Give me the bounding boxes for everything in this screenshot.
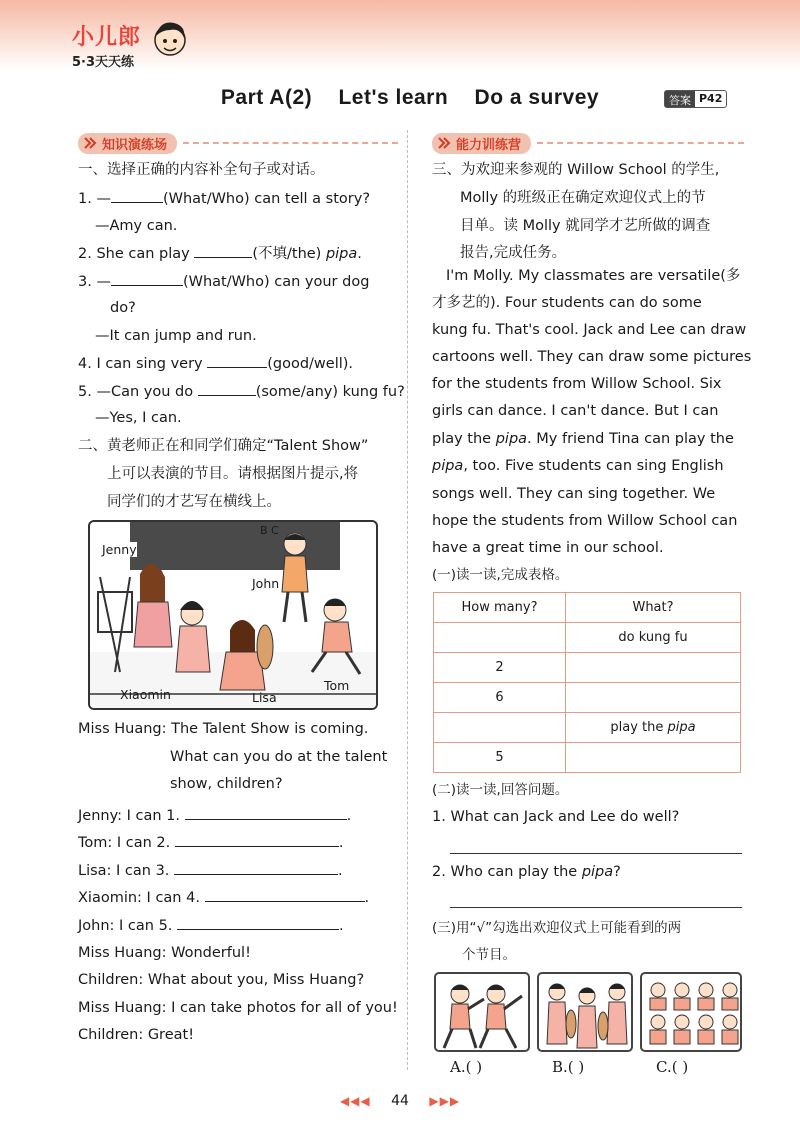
table-row bbox=[434, 713, 741, 743]
table-cell-blank[interactable] bbox=[566, 683, 741, 713]
col-how-many: How many? bbox=[434, 593, 566, 623]
q1-item-3-answer: —It can jump and run. bbox=[95, 328, 257, 344]
table-cell: play the pipa bbox=[566, 713, 741, 743]
answer-label: 答案 bbox=[665, 91, 695, 107]
q3-line-2: Molly 的班级正在确定欢迎仪式上的节 bbox=[460, 190, 706, 206]
table-cell-blank[interactable] bbox=[434, 713, 566, 743]
passage-line-7: play the pipa. My friend Tina can play the bbox=[432, 431, 734, 447]
table-row bbox=[434, 683, 741, 713]
left-arrows-icon: ◀◀◀ bbox=[339, 1094, 371, 1108]
q1-item-5-answer: —Yes, I can. bbox=[95, 410, 182, 426]
table-header-row bbox=[434, 593, 741, 623]
table-cell: 6 bbox=[434, 683, 566, 713]
picture-a-kung-fu bbox=[434, 972, 530, 1052]
chevron-right-icon bbox=[83, 136, 97, 150]
dialog-jenny: Jenny: I can 1. . bbox=[78, 805, 351, 826]
answer-blank[interactable] bbox=[198, 381, 256, 396]
pipa-picture-icon bbox=[539, 974, 633, 1052]
table-cell: 5 bbox=[434, 743, 566, 773]
passage-line-8: pipa, too. Five students can sing English bbox=[432, 458, 724, 474]
q1-item-1-answer: —Amy can. bbox=[95, 218, 178, 234]
passage-line-11: have a great time in our school. bbox=[432, 540, 664, 556]
choice-c[interactable]: C.( ) bbox=[656, 1058, 689, 1076]
kung-fu-picture-icon bbox=[436, 974, 530, 1052]
answer-blank[interactable] bbox=[174, 860, 338, 875]
right-section-header bbox=[432, 133, 744, 153]
answer-blank[interactable] bbox=[111, 271, 183, 286]
answer-blank[interactable] bbox=[177, 915, 339, 930]
q1-item-1: 1. — (What/Who) can tell a story? bbox=[78, 188, 370, 209]
chevron-right-icon bbox=[437, 136, 451, 150]
choice-a[interactable]: A.( ) bbox=[450, 1058, 483, 1076]
sub-task-1: (一)读一读,完成表格。 bbox=[432, 567, 569, 583]
page-number: 44 bbox=[391, 1093, 409, 1109]
logo-subtitle: 5·3天天练 bbox=[72, 55, 135, 70]
title-learn: Let's learn bbox=[338, 86, 449, 109]
answer-blank[interactable] bbox=[175, 832, 339, 847]
table-cell-blank[interactable] bbox=[434, 623, 566, 653]
label-tom: Tom bbox=[324, 678, 350, 693]
dialog-xiaomin: Xiaomin: I can 4. . bbox=[78, 887, 369, 908]
dialog-line-9: Miss Huang: Wonderful! bbox=[78, 945, 251, 961]
sub-task-2: (二)读一读,回答问题。 bbox=[432, 782, 569, 798]
label-jenny: Jenny bbox=[102, 542, 137, 557]
q1-item-2: 2. She can play (不填/the) pipa. bbox=[78, 243, 362, 264]
passage-line-6: girls can dance. I can't dance. But I can bbox=[432, 403, 719, 419]
picture-c-singing bbox=[640, 972, 742, 1052]
answer-blank[interactable] bbox=[111, 188, 163, 203]
question-2: 2. Who can play the pipa? bbox=[432, 864, 621, 880]
dialog-line-10: Children: What about you, Miss Huang? bbox=[78, 972, 365, 988]
dialog-john: John: I can 5. . bbox=[78, 915, 344, 936]
survey-table bbox=[433, 592, 741, 773]
q1-item-4: 4. I can sing very (good/well). bbox=[78, 353, 353, 374]
title-survey: Do a survey bbox=[474, 86, 600, 109]
dialog-line-2: What can you do at the talent bbox=[170, 749, 388, 765]
question-1: 1. What can Jack and Lee do well? bbox=[432, 809, 680, 825]
q1-title: 一、选择正确的内容补全句子或对话。 bbox=[78, 162, 325, 178]
left-section-header bbox=[78, 133, 398, 153]
section-tag-left bbox=[78, 133, 177, 154]
page-footer bbox=[0, 1093, 800, 1109]
dialog-line-11: Miss Huang: I can take photos for all of you! bbox=[78, 1000, 398, 1016]
singing-picture-icon bbox=[642, 974, 742, 1052]
answer-blank[interactable] bbox=[207, 353, 267, 368]
section-label-right: 能力训练营 bbox=[456, 137, 522, 153]
q1-item-3-cont: do? bbox=[110, 300, 136, 316]
table-cell: 2 bbox=[434, 653, 566, 683]
q3-line-4: 报告,完成任务。 bbox=[460, 245, 567, 261]
q2-line-1: 二、黄老师正在和同学们确定“Talent Show” bbox=[78, 438, 369, 454]
dialog-lisa: Lisa: I can 3. . bbox=[78, 860, 343, 881]
answer-line-2[interactable] bbox=[450, 907, 742, 908]
passage-line-2: 才多艺的). Four students can do some bbox=[432, 295, 702, 311]
q3-line-3: 目单。读 Molly 就同学才艺所做的调查 bbox=[460, 218, 711, 234]
table-cell-blank[interactable] bbox=[566, 743, 741, 773]
label-john: John bbox=[252, 576, 280, 591]
dialog-line-1: Miss Huang: The Talent Show is coming. bbox=[78, 721, 369, 737]
table-cell: do kung fu bbox=[566, 623, 741, 653]
right-arrows-icon: ▶▶▶ bbox=[429, 1094, 461, 1108]
q2-line-3: 同学们的才艺写在横线上。 bbox=[107, 494, 281, 510]
board-letters: B C bbox=[260, 524, 279, 537]
table-row bbox=[434, 623, 741, 653]
table-cell-blank[interactable] bbox=[566, 653, 741, 683]
q1-item-5: 5. —Can you do (some/any) kung fu? bbox=[78, 381, 405, 402]
q2-line-2: 上可以表演的节目。请根据图片提示,将 bbox=[107, 466, 359, 482]
answer-line-1[interactable] bbox=[450, 853, 742, 854]
answer-reference bbox=[664, 90, 727, 108]
section-dash bbox=[537, 142, 744, 144]
passage-line-5: for the students from Willow School. Six bbox=[432, 376, 722, 392]
column-divider bbox=[407, 130, 408, 1070]
section-tag-right bbox=[432, 133, 531, 154]
passage-line-3: kung fu. That's cool. Jack and Lee can draw bbox=[432, 322, 747, 338]
dialog-tom: Tom: I can 2. . bbox=[78, 832, 343, 853]
brand-logo bbox=[72, 20, 141, 70]
section-label-left: 知识演练场 bbox=[102, 137, 168, 153]
logo-text: 小儿郎 bbox=[72, 25, 142, 50]
q3-line-1: 三、为欢迎来参观的 Willow School 的学生, bbox=[432, 162, 720, 178]
answer-blank[interactable] bbox=[185, 805, 347, 820]
section-dash bbox=[183, 142, 398, 144]
choice-b[interactable]: B.( ) bbox=[552, 1058, 585, 1076]
passage-line-4: cartoons well. They can draw some pictures bbox=[432, 349, 752, 365]
sub-task-3-line-2: 个节目。 bbox=[462, 947, 516, 963]
dialog-line-12: Children: Great! bbox=[78, 1027, 195, 1043]
dialog-line-3: show, children? bbox=[170, 776, 283, 792]
title-part: Part A(2) bbox=[220, 86, 313, 109]
answer-blank[interactable] bbox=[194, 243, 252, 258]
picture-b-pipa bbox=[537, 972, 633, 1052]
col-what: What? bbox=[566, 593, 741, 623]
label-lisa: Lisa bbox=[252, 690, 277, 705]
passage-line-1: I'm Molly. My classmates are versatile(多 bbox=[446, 268, 741, 284]
passage-line-9: songs well. They can sing together. We bbox=[432, 486, 716, 502]
talent-show-illustration bbox=[88, 520, 378, 710]
table-row bbox=[434, 653, 741, 683]
table-row bbox=[434, 743, 741, 773]
answer-blank[interactable] bbox=[205, 887, 365, 902]
passage-line-10: hope the students from Willow School can bbox=[432, 513, 738, 529]
label-xiaomin: Xiaomin bbox=[120, 687, 171, 702]
answer-page: P42 bbox=[699, 92, 723, 105]
sub-task-3-line-1: (三)用“√”勾选出欢迎仪式上可能看到的两 bbox=[432, 920, 682, 936]
mascot-icon bbox=[150, 18, 190, 62]
q1-item-3: 3. — (What/Who) can your dog bbox=[78, 271, 369, 292]
